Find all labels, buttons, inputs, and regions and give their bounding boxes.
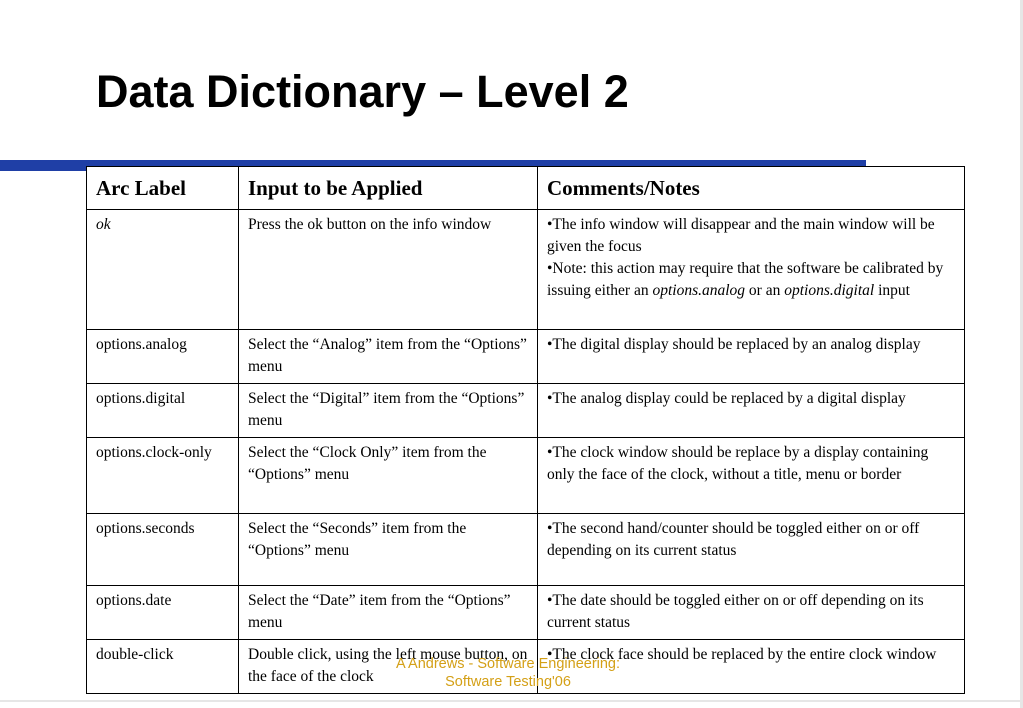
slide-title: Data Dictionary – Level 2 [96,66,629,117]
comment-line [547,258,955,302]
header-input-to-be-applied: Input to be Applied [239,167,538,210]
input-cell: Select the “Seconds” item from the “Options” menu [239,514,538,586]
input-cell: Select the “Analog” item from the “Options” menu [239,330,538,384]
input-cell: Select the “Digital” item from the “Options” menu [239,384,538,438]
arc-label-cell [87,210,239,330]
footer-line-2: Software Testing'06 [445,674,571,690]
comment-text: or an [745,282,785,299]
arc-label-text: ok [96,216,111,233]
comment-italic-term: options.digital [784,282,875,299]
comment-cell: •The digital display should be replaced by an analog display [538,330,965,384]
input-cell: Select the “Clock Only” item from the “Options” menu [239,438,538,514]
header-arc-label: Arc Label [87,167,239,210]
arc-label-cell: options.date [87,586,239,640]
input-cell: Press the ok button on the info window [239,210,538,330]
footer-line-1: A Andrews - Software Engineering: [395,656,621,672]
arc-label-cell: options.analog [87,330,239,384]
table-row [87,210,965,330]
table-header-row [87,167,965,210]
comment-italic-term: options.analog [652,282,746,299]
comment-cell: •The date should be toggled either on or off depending on its current status [538,586,965,640]
input-cell: Double click, using the left mouse button, on the face of the clock [239,640,538,694]
arc-label-cell: options.digital [87,384,239,438]
comment-text: input [874,282,910,299]
comment-text: •Note: this action may require that the software be calibrated by issuing either an [547,260,944,299]
table-row [87,330,965,384]
comment-cell: •The clock face should be replaced by the entire clock window [538,640,965,694]
comment-cell: •The clock window should be replace by a display containing only the face of the clock, without a title, menu or border [538,438,965,514]
header-comments-notes: Comments/Notes [538,167,965,210]
table-row [87,514,965,586]
table-row [87,438,965,514]
comment-cell [538,210,965,330]
table-row [87,384,965,438]
comment-cell: •The second hand/counter should be toggled either on or off depending on its current status [538,514,965,586]
slide-footer [350,655,666,691]
data-dictionary-table [86,166,965,694]
arc-label-cell: options.clock-only [87,438,239,514]
arc-label-cell: double-click [87,640,239,694]
comment-line: •The info window will disappear and the main window will be given the focus [547,216,935,255]
table-row [87,586,965,640]
arc-label-cell: options.seconds [87,514,239,586]
comment-cell: •The analog display could be replaced by a digital display [538,384,965,438]
input-cell: Select the “Date” item from the “Options” menu [239,586,538,640]
bottom-edge-rule [0,700,1023,702]
